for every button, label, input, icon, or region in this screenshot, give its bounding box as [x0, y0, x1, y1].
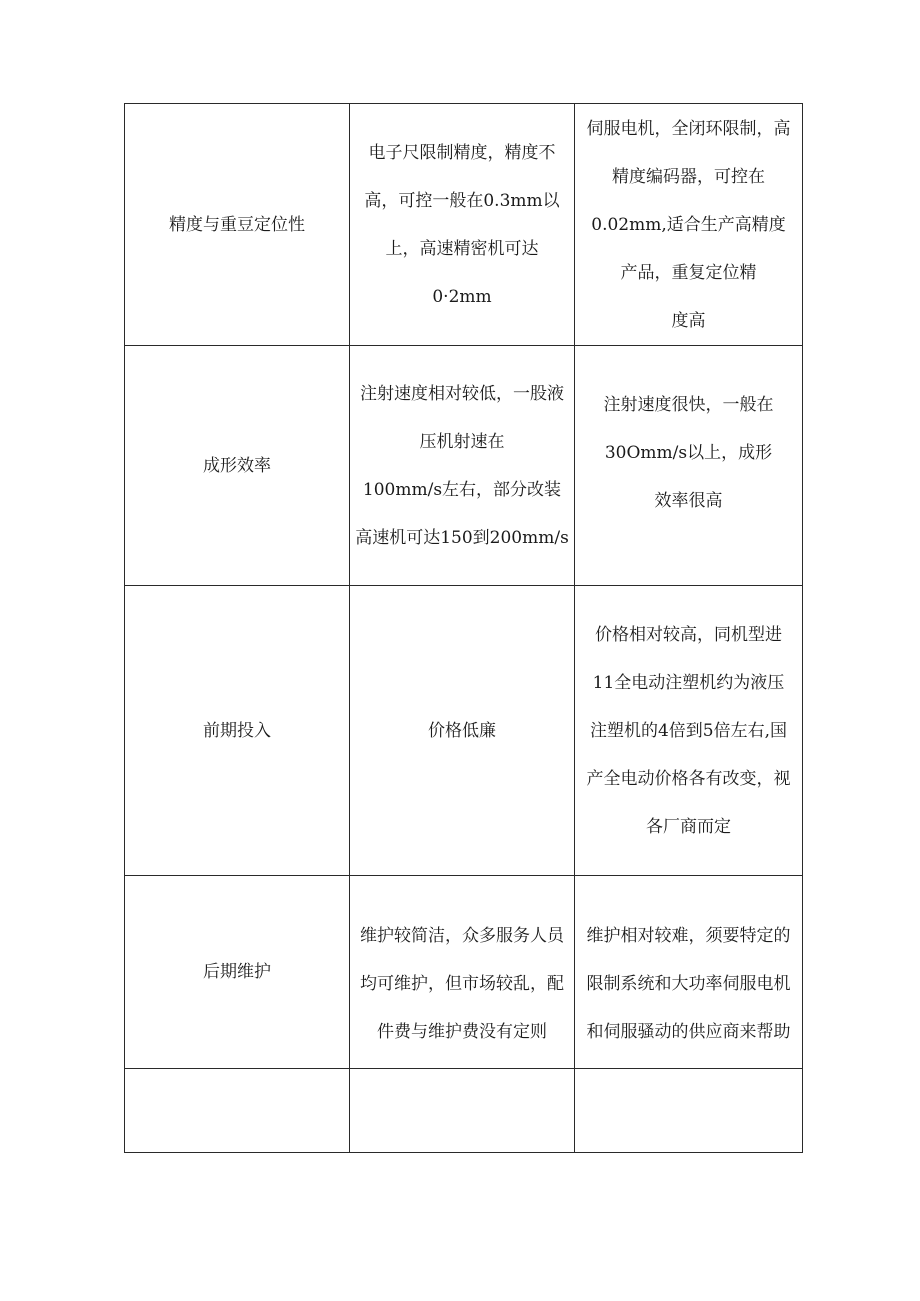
row-label-cell: [125, 104, 350, 346]
row-label: 精度与重豆定位性: [169, 214, 305, 235]
row-label: 后期维护: [203, 962, 271, 982]
hydraulic-cell: [350, 1069, 575, 1153]
hydraulic-cell: [350, 876, 575, 1069]
row-label-cell: [125, 876, 350, 1069]
row-label-cell: [125, 1069, 350, 1153]
electric-text: 价格相对较高，同机型进 11全电动注塑机约为液压 注塑机的4倍到5倍左右,国 产全电动价格各有改变，视 各厂商而定: [586, 624, 791, 837]
table-row: [125, 1069, 803, 1153]
hydraulic-cell: [350, 104, 575, 346]
row-label-cell: [125, 586, 350, 876]
hydraulic-text: 价格低廉: [428, 720, 496, 741]
electric-text: 维护相对较难，须要特定的 限制系统和大功率伺服电机 和伺服骚动的供应商来帮助: [586, 926, 791, 1042]
electric-cell: [575, 876, 803, 1069]
hydraulic-cell: [350, 586, 575, 876]
row-label-cell: [125, 346, 350, 586]
electric-text: 伺服电机，全闭环限制，高 精度编码器，可控在 0.02mm,适合生产高精度 产品，重复定位精 度高: [586, 118, 791, 331]
hydraulic-text: 电子尺限制精度，精度不 高，可控一般在0.3mm以 上，高速精密机可达 0·2mm: [364, 142, 560, 307]
row-label: 前期投入: [203, 720, 271, 741]
hydraulic-text: 维护较简洁，众多服务人员 均可维护，但市场较乱，配 件费与维护费没有定则: [360, 926, 564, 1042]
electric-text: 注射速度很快，一般在 30Omm/s以上，成形 效率很高: [603, 395, 774, 511]
table-row: [125, 346, 803, 586]
electric-cell: [575, 104, 803, 346]
hydraulic-text: 注射速度相对较低，一股液 压机射速在 100mm/s左右，部分改装 高速机可达150到200mm/s: [355, 383, 569, 548]
table-row: [125, 876, 803, 1069]
electric-cell: [575, 586, 803, 876]
electric-cell: [575, 346, 803, 586]
row-label: 成形效率: [203, 455, 271, 476]
table-row: [125, 586, 803, 876]
table-row: [125, 104, 803, 346]
comparison-table: [124, 103, 803, 1153]
hydraulic-cell: [350, 346, 575, 586]
electric-cell: [575, 1069, 803, 1153]
